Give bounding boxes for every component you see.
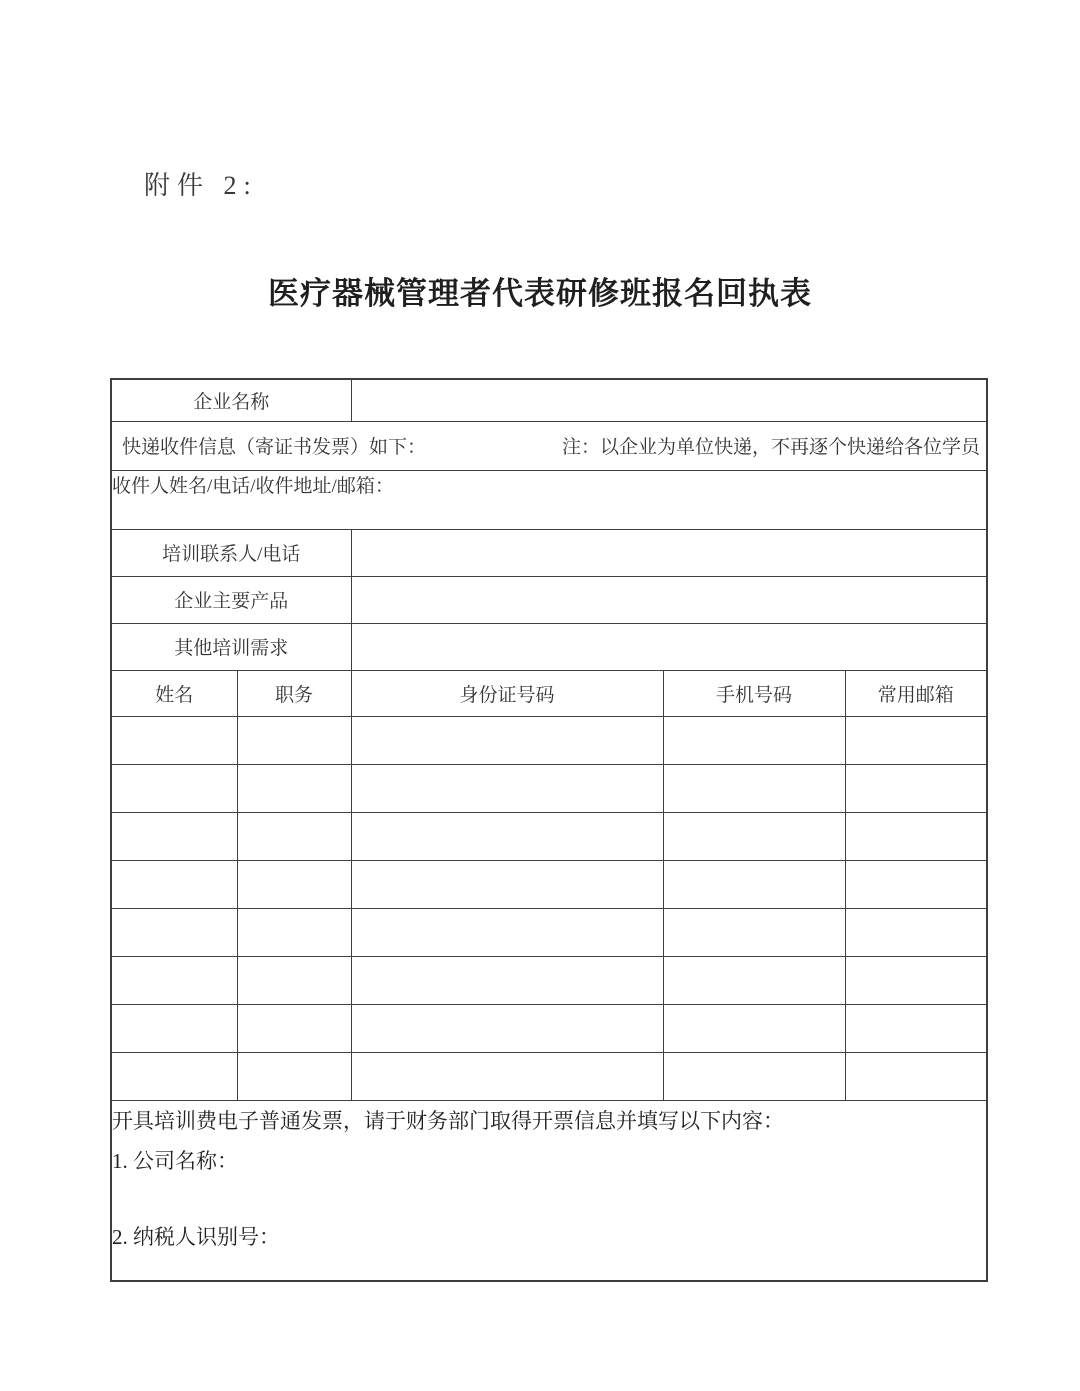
attendee-cell: [237, 908, 351, 956]
main-products-value: [351, 576, 987, 623]
attendee-cell: [845, 956, 987, 1004]
other-training-row: [111, 623, 987, 670]
attendee-cell: [845, 764, 987, 812]
training-contact-row: [111, 529, 987, 576]
attendee-cell: [351, 764, 663, 812]
attendee-cell: [663, 1052, 845, 1100]
training-contact-value: [351, 529, 987, 576]
attendee-cell: [111, 764, 237, 812]
attendee-cell: [351, 956, 663, 1004]
attendee-cell: [237, 860, 351, 908]
attendee-cell: [663, 1004, 845, 1052]
training-contact-label: 培训联系人/电话: [111, 529, 351, 576]
recipient-info-row: [111, 470, 987, 529]
header-email: 常用邮箱: [845, 670, 987, 716]
attendee-cell: [663, 716, 845, 764]
attendee-row: [111, 860, 987, 908]
invoice-item-company-name: 1. 公司名称：: [112, 1148, 238, 1173]
express-info-label: 快递收件信息（寄证书发票）如下：: [122, 437, 427, 458]
express-info-cell: [111, 421, 987, 470]
main-products-row: [111, 576, 987, 623]
header-id-number: 身份证号码: [351, 670, 663, 716]
attendee-cell: [845, 1052, 987, 1100]
attendee-cell: [237, 1004, 351, 1052]
attendee-cell: [663, 908, 845, 956]
attendee-cell: [237, 716, 351, 764]
attendee-cell: [111, 908, 237, 956]
attendee-row: [111, 1004, 987, 1052]
attendee-row: [111, 956, 987, 1004]
company-name-row: [111, 379, 987, 421]
attendee-cell: [845, 908, 987, 956]
attendee-cell: [237, 812, 351, 860]
attendee-cell: [111, 1004, 237, 1052]
attendee-cell: [845, 1004, 987, 1052]
attendee-row: [111, 1052, 987, 1100]
attendee-row: [111, 908, 987, 956]
attendee-cell: [237, 1052, 351, 1100]
invoice-info-cell: [111, 1100, 987, 1281]
attendee-cell: [845, 860, 987, 908]
express-info-note: 注：以企业为单位快递，不再逐个快递给各位学员: [562, 437, 981, 458]
attendee-cell: [351, 1052, 663, 1100]
attendee-cell: [111, 956, 237, 1004]
attendee-cell: [237, 764, 351, 812]
attachment-label: 附件 2:: [144, 171, 258, 200]
other-training-label: 其他培训需求: [111, 623, 351, 670]
header-phone-number: 手机号码: [663, 670, 845, 716]
attendee-cell: [351, 1004, 663, 1052]
company-name-value: [351, 379, 987, 421]
attendee-cell: [111, 716, 237, 764]
attendee-cell: [845, 716, 987, 764]
attendee-cell: [111, 860, 237, 908]
invoice-info-row: [111, 1100, 987, 1281]
attendee-cell: [663, 860, 845, 908]
main-products-label: 企业主要产品: [111, 576, 351, 623]
attendee-cell: [351, 716, 663, 764]
header-position: 职务: [237, 670, 351, 716]
attendee-cell: [237, 956, 351, 1004]
attendee-row: [111, 812, 987, 860]
attendee-cell: [663, 764, 845, 812]
attendee-cell: [351, 812, 663, 860]
attendee-cell: [845, 812, 987, 860]
other-training-value: [351, 623, 987, 670]
attendee-cell: [351, 860, 663, 908]
page-title: 医疗器械管理者代表研修班报名回执表: [268, 276, 812, 311]
registration-table: [110, 378, 988, 1282]
express-info-row: [111, 421, 987, 470]
attendee-cell: [351, 908, 663, 956]
attendee-row: [111, 716, 987, 764]
attendee-cell: [111, 1052, 237, 1100]
attendee-cell: [663, 956, 845, 1004]
recipient-label: 收件人姓名/电话/收件地址/邮箱：: [111, 470, 987, 529]
attendee-row: [111, 764, 987, 812]
attendee-cell: [663, 812, 845, 860]
company-name-label: 企业名称: [111, 379, 351, 421]
attendee-header-row: [111, 670, 987, 716]
invoice-item-taxpayer-id: 2. 纳税人识别号：: [112, 1224, 280, 1249]
attendee-cell: [111, 812, 237, 860]
invoice-intro: 开具培训费电子普通发票，请于财务部门取得开票信息并填写以下内容：: [112, 1108, 784, 1133]
attendee-rows-body: [111, 716, 987, 1100]
header-name: 姓名: [111, 670, 237, 716]
